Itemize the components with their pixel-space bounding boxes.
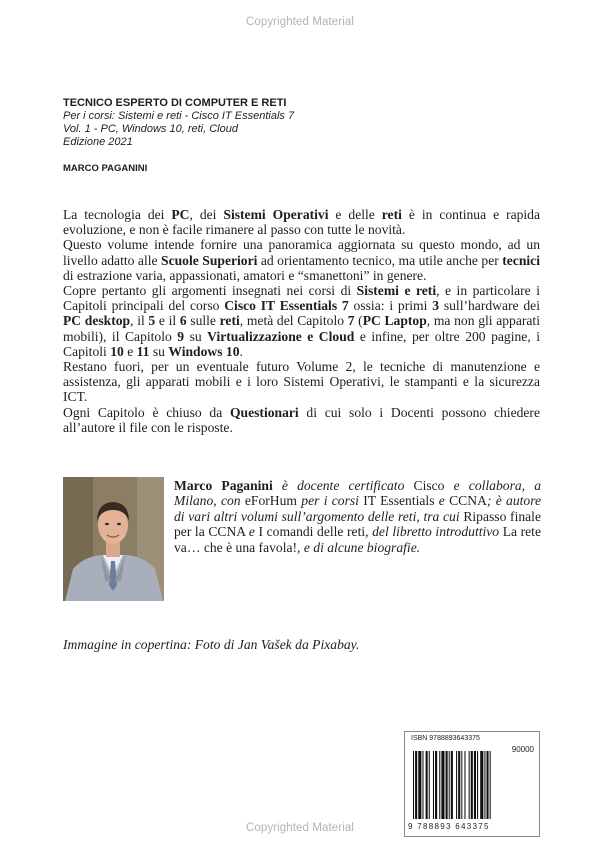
barcode-stripe bbox=[469, 751, 470, 819]
watermark-bottom: Copyrighted Material bbox=[245, 822, 355, 834]
barcode-stripe bbox=[484, 751, 485, 819]
author-bio: Marco Paganini è docente certificato Cisco e collabora, a Milano, con eForHum per i corsi IT Essentials e CCNA; è autore di vari altri volumi sull’argomento delle reti, tra cui Ripasso finale per la CCNA e I comandi delle reti, del libretto introduttivo La rete va… che è una favola!, e di alcune biografie. bbox=[174, 478, 542, 555]
blurb-paragraph-2: Questo volume intende fornire una panoramica aggiornata su questo mondo, ad un livello adatto alle Scuole Superiori ad orientamento tecnico, ma utile anche per tecnici di estrazione varia, appassionati, amatori e “smanettoni” in genere. bbox=[63, 237, 540, 283]
barcode-bars bbox=[411, 745, 535, 821]
cover-image-credit: Immagine in copertina: Foto di Jan Vašek da Pixabay. bbox=[63, 637, 360, 652]
book-subtitle-1: Per i corsi: Sistemi e reti - Cisco IT Essentials 7 bbox=[63, 110, 295, 122]
blurb-paragraph-5: Ogni Capitolo è chiuso da Questionari di cui solo i Docenti possono chiedere all’autore il file con le risposte. bbox=[63, 404, 540, 435]
blurb bbox=[63, 207, 540, 435]
barcode-stripe bbox=[449, 751, 450, 819]
barcode-stripe bbox=[456, 751, 457, 819]
book-title: TECNICO ESPERTO DI COMPUTER E RETI bbox=[63, 97, 287, 109]
barcode-stripe bbox=[461, 751, 462, 819]
barcode-stripe bbox=[458, 751, 460, 819]
barcode-stripe bbox=[471, 751, 473, 819]
blurb-paragraph-1: La tecnologia dei PC, dei Sistemi Operativi e delle reti è in continua e rapida evoluzione, e non è facile rimanere al passo con tutte le novità. bbox=[63, 207, 541, 238]
book-edition: Edizione 2021 bbox=[63, 136, 133, 148]
barcode-stripe bbox=[480, 751, 483, 819]
barcode-stripe bbox=[422, 751, 423, 819]
author-portrait-illustration bbox=[63, 477, 164, 601]
barcode-stripe bbox=[429, 751, 430, 819]
author-photo bbox=[63, 477, 164, 601]
barcode-stripe bbox=[439, 751, 440, 819]
barcode-stripe bbox=[487, 751, 489, 819]
barcode-stripe bbox=[418, 751, 421, 819]
barcode-stripe bbox=[464, 751, 465, 819]
book-header bbox=[63, 96, 543, 174]
barcode-stripe bbox=[435, 751, 437, 819]
barcode-stripe bbox=[446, 751, 448, 819]
author-name: MARCO PAGANINI bbox=[63, 163, 148, 174]
blurb-paragraph-3: Copre pertanto gli argomenti insegnati nei corsi di Sistemi e reti, e in particolare i Capitoli principali del corso Cisco IT Essentials 7 ossia: i primi 3 sull’hardware dei PC desktop, il 5 e il 6 sulle reti, metà del Capitolo 7 (PC Laptop, ma non gli apparati mobili), il Capitolo 9 su Virtualizzazione e Cloud e infine, per oltre 200 pagine, i Capitoli 10 e 11 su Windows 10. bbox=[63, 283, 540, 359]
barcode-stripe bbox=[477, 751, 478, 819]
barcode-stripe bbox=[413, 751, 414, 819]
book-subtitle-2: Vol. 1 - PC, Windows 10, reti, Cloud bbox=[63, 123, 238, 135]
barcode-stripe bbox=[415, 751, 417, 819]
price-code: 90000 bbox=[511, 745, 534, 754]
barcode-stripe bbox=[451, 751, 453, 819]
barcode-stripe bbox=[426, 751, 428, 819]
isbn-label: ISBN 9788893643375 bbox=[411, 735, 480, 742]
barcode-stripe bbox=[474, 751, 476, 819]
isbn-digits: 9 788893 643375 bbox=[408, 822, 490, 831]
barcode-stripe bbox=[441, 751, 444, 819]
barcode-stripe bbox=[433, 751, 434, 819]
blurb-paragraph-4: Restano fuori, per un eventuale futuro Volume 2, le tecniche di manutenzione e assistenza, gli apparati mobili e i loro Sistemi Operativi, le stampanti e la sicurezza ICT. bbox=[63, 359, 540, 405]
barcode-stripe bbox=[490, 751, 491, 819]
watermark-top: Copyrighted Material bbox=[245, 16, 355, 28]
